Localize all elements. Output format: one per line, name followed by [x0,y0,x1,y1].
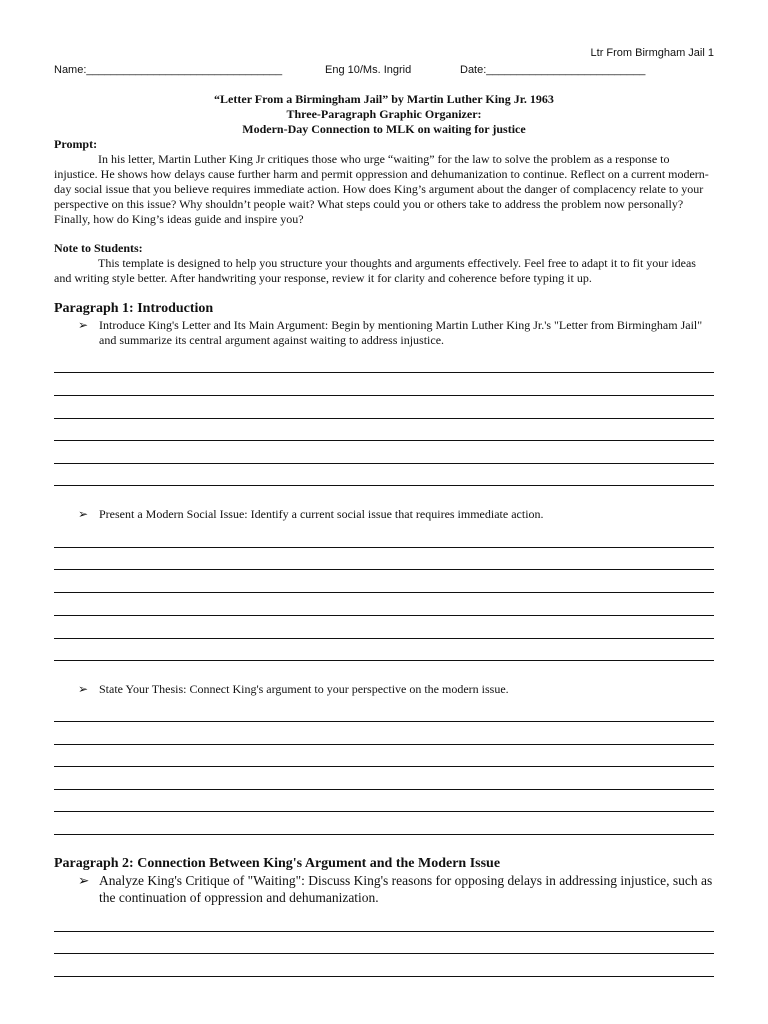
arrow-bullet-icon: ➢ [78,873,90,888]
writing-line[interactable] [54,418,714,419]
name-field-label: Name:________________________________ [54,64,283,76]
writing-line[interactable] [54,372,714,373]
writing-line[interactable] [54,931,714,932]
writing-line[interactable] [54,811,714,812]
paragraph2-bullet-1 [78,872,718,906]
running-head: Ltr From Birmgham Jail 1 [590,47,714,59]
writing-line[interactable] [54,638,714,639]
writing-line[interactable] [54,569,714,570]
writing-line[interactable] [54,547,714,548]
writing-line[interactable] [54,953,714,954]
writing-line[interactable] [54,766,714,767]
bullet-text: Introduce King's Letter and Its Main Argument: Begin by mentioning Martin Luther King Jr.'s "Letter from Birmingham Jail" and summarize its central argument against waiting to address injustice. [99,318,703,347]
paragraph1-heading: Paragraph 1: Introduction [54,301,214,316]
writing-line[interactable] [54,834,714,835]
date-field-label: Date:__________________________ [460,64,646,76]
document-title: “Letter From a Birmingham Jail” by Martin Luther King Jr. 1963 [214,92,554,106]
writing-line[interactable] [54,395,714,396]
paragraph1-bullet-1 [78,318,718,348]
arrow-bullet-icon: ➢ [78,507,89,521]
paragraph2-heading: Paragraph 2: Connection Between King's Argument and the Modern Issue [54,856,501,871]
writing-line[interactable] [54,463,714,464]
prompt-text: In his letter, Martin Luther King Jr critiques those who urge “waiting” for the law to solve the problem as a response to injustice. He shows how delays cause further harm and permit oppression and dehumanization to continue. Reflect on a current modern-day social issue that you believe requires immediate action. How does King’s argument about the danger of complacency relate to your perspective on this issue? Why shouldn’t people wait? What steps could you or others take to address the problem now personally? Finally, how do King’s ideas guide and inspire you? [54,152,709,226]
writing-line[interactable] [54,721,714,722]
bullet-text: Present a Modern Social Issue: Identify a current social issue that requires immediate action. [99,507,544,521]
note-label: Note to Students: [54,241,143,255]
document-subtitle: Three-Paragraph Graphic Organizer: [286,107,482,121]
arrow-bullet-icon: ➢ [78,318,89,332]
writing-line[interactable] [54,789,714,790]
prompt-label: Prompt: [54,137,98,151]
writing-line[interactable] [54,440,714,441]
arrow-bullet-icon: ➢ [78,682,89,696]
class-label: Eng 10/Ms. Ingrid [325,64,412,76]
paragraph1-bullet-3 [78,682,718,697]
note-text: This template is designed to help you structure your thoughts and arguments effectively. Feel free to adapt it to fit your ideas and writing style better. After handwriting your response, review it for clarity and coherence before typing it up. [54,256,696,285]
paragraph1-bullet-2 [78,507,718,522]
writing-line[interactable] [54,744,714,745]
note-section [54,241,714,286]
bullet-text: State Your Thesis: Connect King's argument to your perspective on the modern issue. [99,682,509,696]
writing-line[interactable] [54,976,714,977]
document-topic: Modern-Day Connection to MLK on waiting for justice [242,122,526,136]
writing-line[interactable] [54,615,714,616]
prompt-section [54,137,714,227]
writing-line[interactable] [54,660,714,661]
writing-line[interactable] [54,592,714,593]
bullet-text: Analyze King's Critique of "Waiting": Discuss King's reasons for opposing delays in addressing injustice, such as the continuation of oppression and dehumanization. [99,873,713,905]
writing-line[interactable] [54,485,714,486]
